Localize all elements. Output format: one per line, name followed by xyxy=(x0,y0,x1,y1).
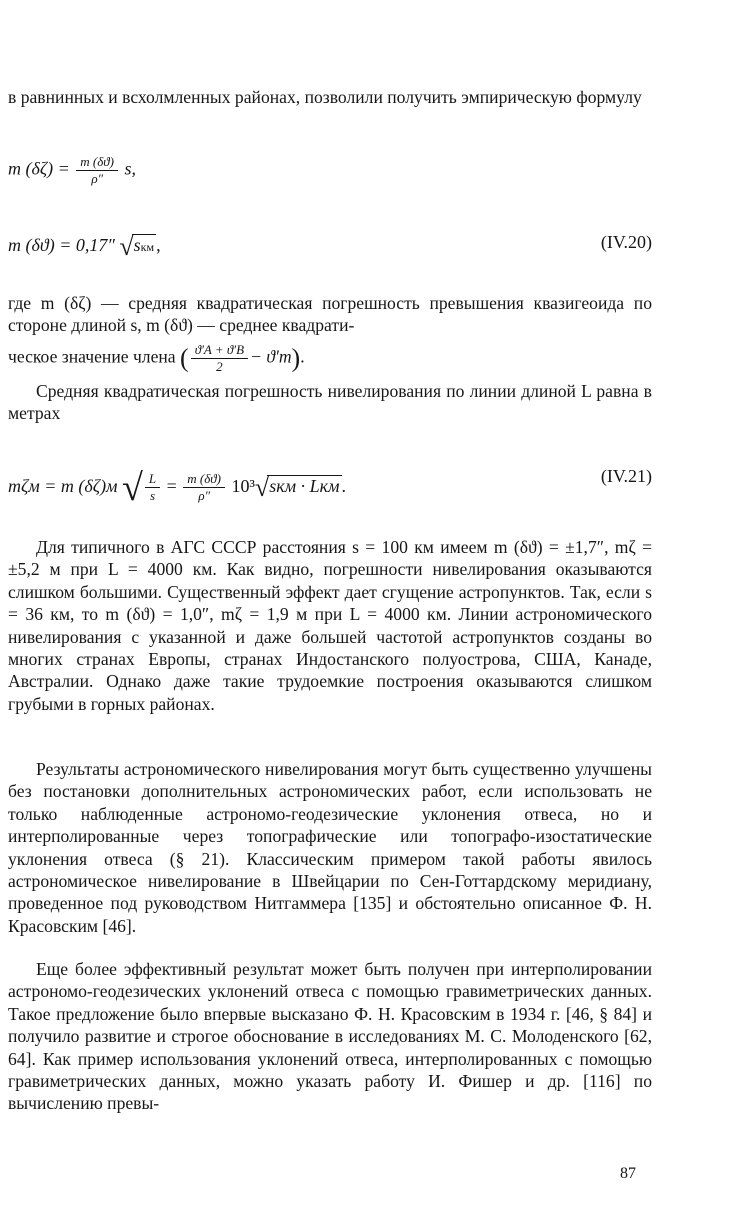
eq2-radicand: sкм xyxy=(133,235,155,255)
equation-number-IV21: (IV.21) xyxy=(600,466,652,486)
eq1-rhs: s, xyxy=(124,158,137,179)
eq1-lhs: m (δζ) = xyxy=(8,158,70,179)
eq1-numerator: m (δϑ) xyxy=(76,154,118,171)
term-fraction: $\frac{ϑ'A + ϑ'B}{2}$ xyxy=(191,342,248,375)
equation-number-IV20: (IV.20) xyxy=(600,232,652,252)
equation-IV21: mζм = m (δζ)м √ $\frac{L}{s}$ = $\frac{m (\delta ϑ)}{\rho''}$ 10³√sкм · Lкм . (IV.21) xyxy=(8,466,652,509)
eq3-fraction-2: $\frac{m (\delta ϑ)}{\rho''}$ xyxy=(183,471,225,504)
eq2-lhs: m (δϑ) = 0,17″ xyxy=(8,235,115,255)
paragraph-where-cont: ческое значение члена ( $\frac{ϑ'A + ϑ'B}{2}$ − ϑ′m). xyxy=(8,342,305,374)
paragraph-typical: Для типичного в АГС СССР расстояния s = 100 км имеем m (δϑ) = ±1,7″, mζ = ±5,2 м при L = 4000 км. Как видно, погрешности нивелирования оказываются слишком большими. Существенный эффект дает сгущение астропунктов. Так, если s = 36 км, то m (δϑ) = 1,0″, mζ = 1,9 м при L = 4000 км. Линии астрономического нивелирования с указанной и даже большей частотой астропунктов созданы во многих странах Европы, странах Индостанского полуострова, США, Канаде, Австралии. Однако даже такие трудоемкие построения оказываются слишком грубыми в горных районах. xyxy=(8,537,652,714)
paragraph-levelling: Средняя квадратическая погрешность нивелирования по линии длиной L равна в метрах xyxy=(8,381,652,424)
eq3-radicand: sкм · Lкм xyxy=(269,476,340,496)
paragraph-gravimetric: Еще более эффективный результат может быть получен при интерполировании астрономо-геодезических уклонений отвеса с помощью гравиметрических данных. Такое предложение было впервые высказано Ф. Н. Красовским в 1934 г. [46, § 84] и получило развитие и строгое обоснование в исследованиях М. С. Молоденского [62, 64]. Как пример использования уклонений отвеса, интерполированных с помощью гравиметрических данных, можно указать работу И. Фишер и др. [116] по вычислению превы- xyxy=(8,959,652,1114)
page-number: 87 xyxy=(620,1165,636,1182)
eq3-fraction-1: $\frac{L}{s}$ xyxy=(145,471,160,504)
equation-1 xyxy=(8,154,652,187)
eq1-denominator: ρ″ xyxy=(91,171,103,186)
paragraph-where: где m (δζ) — средняя квадратическая погрешность превышения квазигеоида по стороне длиной s, m (δϑ) — среднее квадрати- xyxy=(8,293,652,336)
eq1-fraction xyxy=(76,154,118,187)
paragraph-results: Результаты астрономического нивелирования могут быть существенно улучшены без постановки дополнительных астрономических работ, если использовать не только наблюденные астрономо-геодезические уклонения отвеса, но и интерполированные через топографические или топографо-изостатические уклонения отвеса (§ 21). Классическим примером такой работы явилось астрономическое нивелирование в Швейцарии по Сен-Готтардскому меридиану, проведенное под руководством Нитгаммера [135] и обстоятельно описанное Ф. Н. Красовским [46]. xyxy=(8,759,652,936)
eq3-lhs: mζм = m (δζ)м xyxy=(8,476,118,496)
equation-IV20: m (δϑ) = 0,17″ √sкм , (IV.20) xyxy=(8,232,652,261)
paragraph-intro: в равнинных и всхолмленных районах, позволили получить эмпирическую формулу xyxy=(8,87,642,107)
